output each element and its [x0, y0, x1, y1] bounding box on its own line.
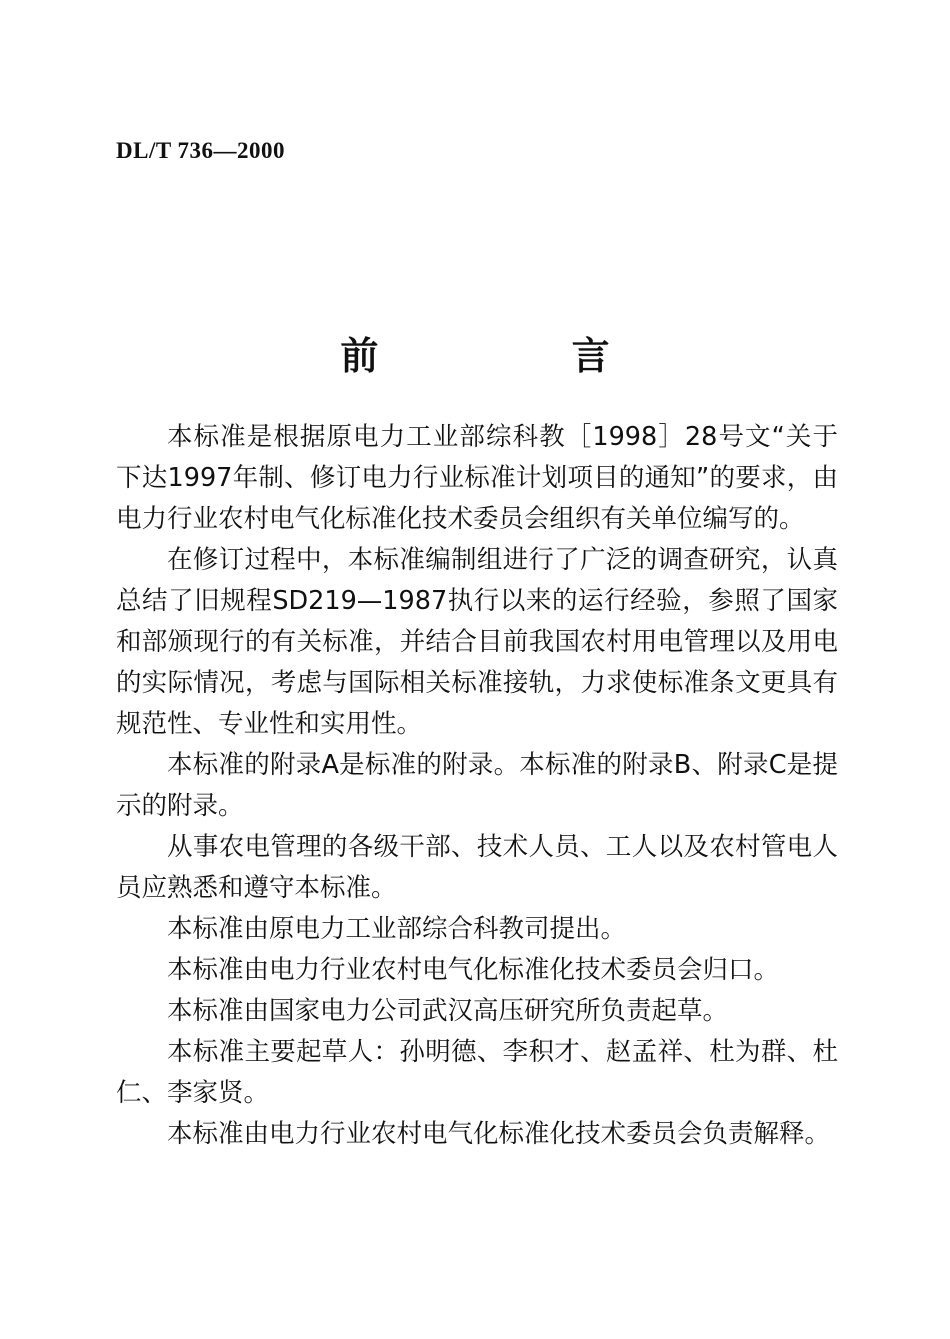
paragraph-applicability: 从事农电管理的各级干部、技术人员、工人以及农村管电人员应熟悉和遵守本标准。: [116, 832, 838, 903]
paragraph-revision-process: 在修订过程中，本标准编制组进行了广泛的调查研究，认真总结了旧规程SD219—1987执行以来的运行经验，参照了国家和部颁现行的有关标准，并结合目前我国农村用电管理以及用电的实际情况，考虑与国际相关标准接轨，力求使标准条文更具有规范性、专业性和实用性。: [116, 545, 838, 739]
paragraph-interpretation: 本标准由电力行业农村电气化标准化技术委员会负责解释。: [167, 1119, 831, 1149]
paragraph-proposed-by: 本标准由原电力工业部综合科教司提出。: [167, 914, 627, 944]
preface-body: [116, 417, 838, 1155]
paragraph-main-drafters: 本标准主要起草人：孙明德、李积才、赵孟祥、杜为群、杜仁、李家贤。: [116, 1037, 838, 1108]
section-title: 前 言: [340, 334, 700, 378]
paragraph-centralized-by: 本标准由电力行业农村电气化标准化技术委员会归口。: [167, 955, 780, 985]
paragraph-drafted-by: 本标准由国家电力公司武汉高压研究所负责起草。: [167, 996, 729, 1026]
standard-code: DL/T 736—2000: [116, 138, 286, 163]
paragraph-basis: 本标准是根据原电力工业部综科教［1998］28号文“关于下达1997年制、修订电力行业标准计划项目的通知”的要求，由电力行业农村电气化标准化技术委员会组织有关单位编写的。: [116, 422, 838, 534]
paragraph-appendices: 本标准的附录A是标准的附录。本标准的附录B、附录C是提示的附录。: [116, 750, 838, 821]
